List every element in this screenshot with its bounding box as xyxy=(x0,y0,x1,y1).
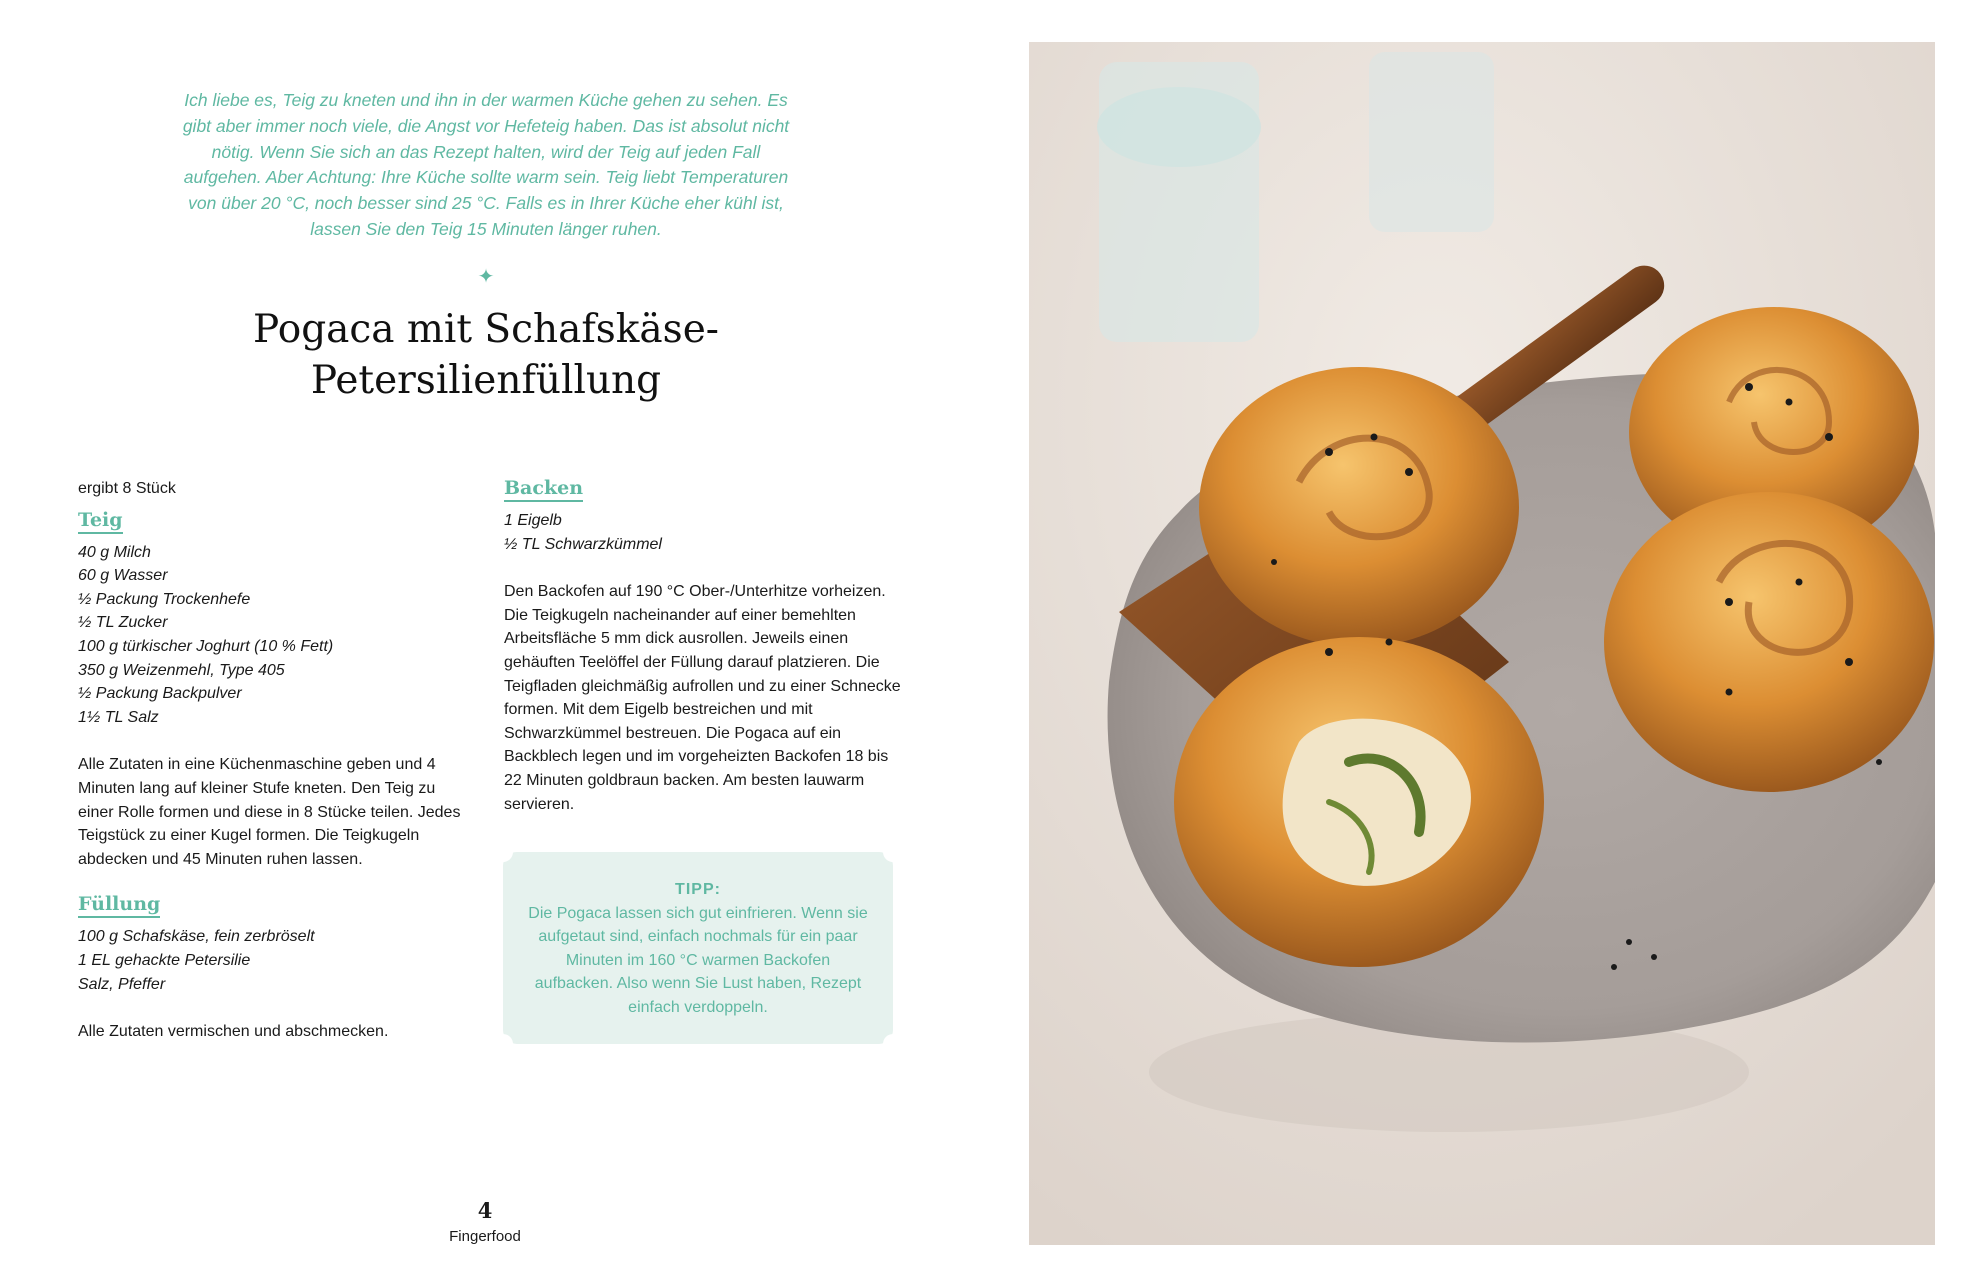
ingredient-item: ½ TL Zucker xyxy=(78,614,168,632)
ingredient-item: 350 g Weizenmehl, Type 405 xyxy=(78,661,285,679)
ingredient-item: 1 EL gehackte Petersilie xyxy=(78,951,251,969)
recipe-title-line-2: Petersilienfüllung xyxy=(310,358,662,403)
ingredient-item: ½ Packung Trockenhefe xyxy=(78,590,251,608)
bun-front-right xyxy=(1604,492,1934,792)
tip-box-corner-notch xyxy=(883,1034,903,1054)
ingredient-item: 40 g Milch xyxy=(78,543,151,561)
section-heading-backen-label: Backen xyxy=(504,477,583,502)
tip-box-corner-notch xyxy=(493,1034,513,1054)
glass-right xyxy=(1369,52,1494,232)
intro-paragraph: Ich liebe es, Teig zu kneten und ihn in der warmen Küche gehen zu sehen. Es gibt aber immer noch viele, die Angst vor Hefeteig haben. Das ist absolut nicht nötig. Wenn Sie sich an das Rezept halten, wird der Teig auf jeden Fall aufgehen. Aber Achtung: Ihre Küche sollte warm sein. Teig liebt Temperaturen von über 20 °C, noch besser sind 25 °C. Falls es in Ihrer Küche eher kühl ist, lassen Sie den Teig 15 Minuten länger ruhen. xyxy=(182,90,790,239)
food-photo xyxy=(1029,42,1935,1245)
ingredient-item: 1 Eigelb xyxy=(504,512,562,529)
fuellung-instructions: Alle Zutaten vermischen und abschmecken. xyxy=(78,1023,389,1041)
tip-text: Die Pogaca lassen sich gut einfrieren. Wenn sie aufgetaut sind, einfach nochmals für ein paar Minuten im 160 °C warmen Backofen aufbacken. Also wenn Sie Lust haben, Rezept einfach verdoppeln. xyxy=(528,904,868,1016)
section-heading-teig xyxy=(78,507,468,533)
section-heading-fuellung xyxy=(78,891,468,917)
ingredient-item: 1½ TL Salz xyxy=(78,708,159,726)
section-heading-teig-label: Teig xyxy=(78,509,123,534)
recipe-left-column xyxy=(78,477,468,1044)
tip-label: TIPP: xyxy=(675,881,721,898)
tip-box-corner-notch xyxy=(883,842,903,862)
bun-front-broken xyxy=(1174,637,1544,967)
ingredient-item: 60 g Wasser xyxy=(78,567,168,585)
intro-text-block xyxy=(176,88,796,243)
fuellung-ingredient-list xyxy=(78,925,468,996)
glass-left xyxy=(1097,62,1261,342)
section-name: Fingerfood xyxy=(449,1228,521,1245)
ingredient-item: 100 g Schafskäse, fein zerbröselt xyxy=(78,928,315,946)
food-photo-illustration xyxy=(1029,42,1935,1245)
tip-box-corner-notch xyxy=(493,842,513,862)
recipe-title-line-1: Pogaca mit Schafskäse- xyxy=(253,307,719,352)
page-number: 4 xyxy=(477,1198,493,1223)
ingredient-item: ½ Packung Backpulver xyxy=(78,685,242,703)
recipe-yield: ergibt 8 Stück xyxy=(78,480,176,497)
backen-ingredient-list xyxy=(504,509,904,556)
ingredient-item: Salz, Pfeffer xyxy=(78,975,166,993)
teig-ingredient-list xyxy=(78,541,468,730)
backen-instructions: Den Backofen auf 190 °C Ober-/Unterhitze vorheizen. Die Teigkugeln nacheinander auf einer bemehlten Arbeitsfläche 5 mm dick ausrollen. Jeweils einen gehäuften Teelöffel der Füllung darauf platzieren. Die Teigfladen gleichmäßig aufrollen und zu einer Schnecke formen. Mit dem Eigelb bestreichen und mit Schwarzkümmel bestreuen. Die Pogaca auf ein Backblech legen und im vorgeheizten Backofen 18 bis 22 Minuten goldbraun backen. Am besten lauwarm servieren. xyxy=(504,583,901,813)
ingredient-item: ½ TL Schwarzkümmel xyxy=(504,535,662,553)
star-divider-icon: ✦ xyxy=(477,266,495,288)
recipe-right-column xyxy=(504,475,904,816)
section-heading-fuellung-label: Füllung xyxy=(78,893,160,918)
tip-box xyxy=(503,852,893,1044)
section-heading-backen xyxy=(504,475,904,501)
recipe-title xyxy=(176,304,796,406)
ingredient-item: 100 g türkischer Joghurt (10 % Fett) xyxy=(78,637,334,655)
teig-instructions: Alle Zutaten in eine Küchenmaschine geben und 4 Minuten lang auf kleiner Stufe kneten. Den Teig zu einer Rolle formen und diese in 8 Stücke teilen. Jedes Teigstück zu einer Kugel formen. Die Teigkugeln abdecken und 45 Minuten ruhen lassen. xyxy=(78,756,461,868)
bun-back-left xyxy=(1199,367,1519,647)
